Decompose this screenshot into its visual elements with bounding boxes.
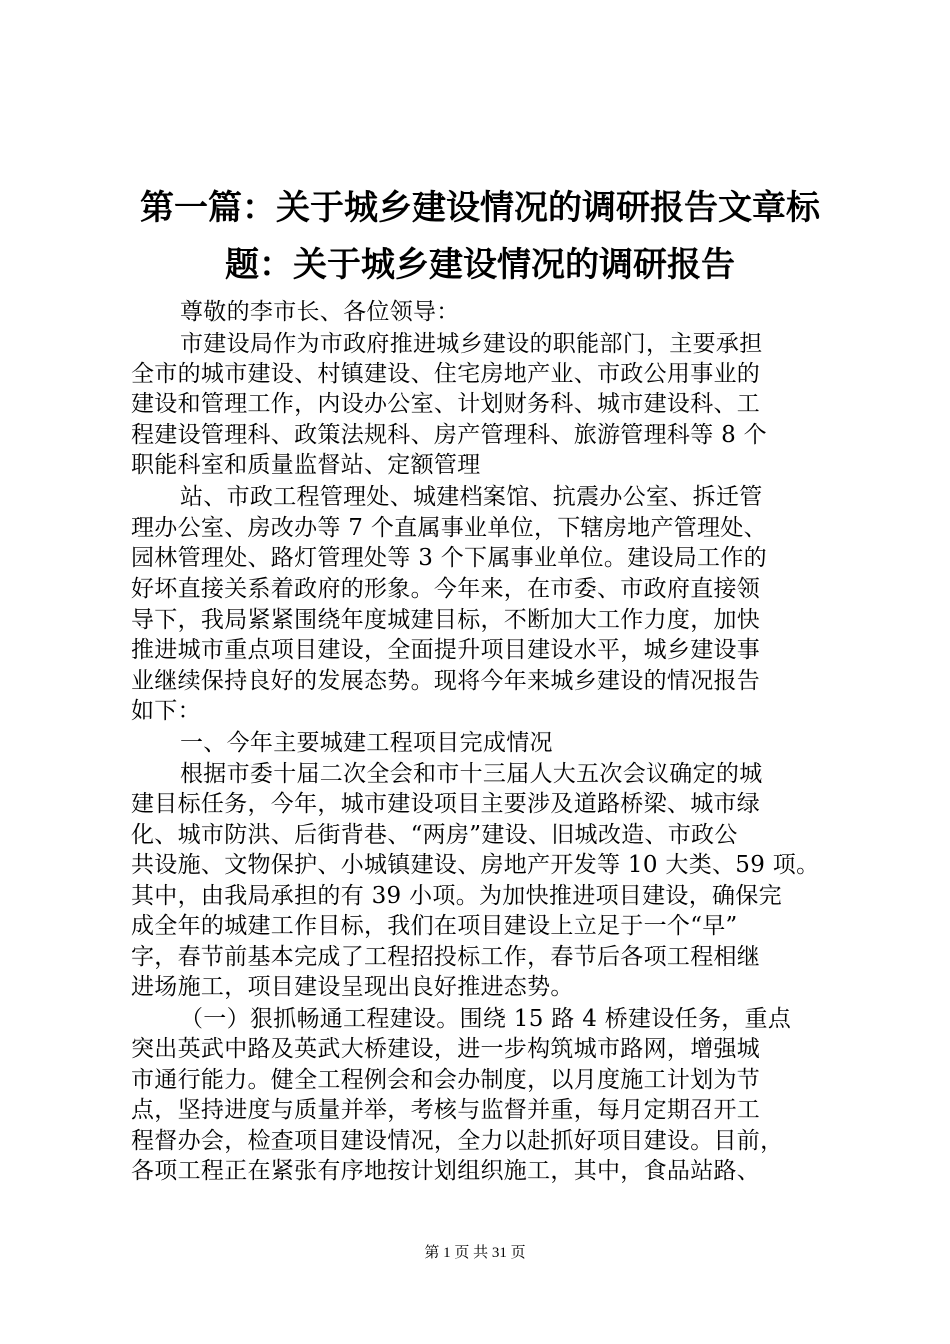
body-line: 如下： [131,698,201,724]
body-line: 好坏直接关系着政府的形象。今年来，在市委、市政府直接领 [131,576,761,602]
body-line: 其中，由我局承担的有 39 小项。为加快推进项目建设，确保完 [131,883,782,909]
body-line: 职能科室和质量监督站、定额管理 [131,452,481,478]
body-line: 园林管理处、路灯管理处等 3 个下属事业单位。建设局工作的 [131,545,767,571]
body-line: 全市的城市建设、村镇建设、住宅房地产业、市政公用事业的 [131,361,761,387]
body-line: 程建设管理科、政策法规科、房产管理科、旅游管理科等 8 个 [131,422,767,448]
body-line: 业继续保持良好的发展态势。现将今年来城乡建设的情况报告 [131,668,761,694]
body-line: 化、城市防洪、后街背巷、“两房”建设、旧城改造、市政公 [131,822,738,848]
body-line: 进场施工，项目建设呈现出良好推进态势。 [131,974,574,1000]
body-line: 建目标任务，今年，城市建设项目主要涉及道路桥梁、城市绿 [131,791,761,817]
body-line: 推进城市重点项目建设，全面提升项目建设水平，城乡建设事 [131,637,761,663]
section-heading: 一、今年主要城建工程项目完成情况 [180,730,553,756]
body-line: 字，春节前基本完成了工程招投标工作，春节后各项工程相继 [131,944,761,970]
body-line: 各项工程正在紧张有序地按计划组织施工，其中，食品站路、 [131,1158,761,1184]
body-line: 市建设局作为市政府推进城乡建设的职能部门，主要承担 [180,331,763,357]
body-line: 市通行能力。健全工程例会和会办制度，以月度施工计划为节 [131,1067,761,1093]
body-line: 导下，我局紧紧围绕年度城建目标，不断加大工作力度，加快 [131,607,761,633]
body-line: 程督办会，检查项目建设情况，全力以赴抓好项目建设。目前， [131,1128,784,1154]
document-title-line-2: 题：关于城乡建设情况的调研报告 [225,245,735,285]
page-number-footer: 第 1 页 共 31 页 [424,1245,526,1261]
body-line: 共设施、文物保护、小城镇建设、房地产开发等 10 大类、59 项。 [131,852,820,878]
document-title-line-1: 第一篇：关于城乡建设情况的调研报告文章标 [140,188,820,228]
body-line: 成全年的城建工作目标，我们在项目建设上立足于一个“早” [131,913,738,939]
salutation: 尊敬的李市长、各位领导： [180,299,460,325]
body-line: 理办公室、房改办等 7 个直属事业单位，下辖房地产管理处、 [131,515,767,541]
subsection-heading: （一）狠抓畅通工程建设。围绕 15 路 4 桥建设任务，重点 [180,1006,792,1032]
body-line: 点，坚持进度与质量并举，考核与监督并重，每月定期召开工 [131,1097,761,1123]
body-line: 建设和管理工作，内设办公室、计划财务科、城市建设科、工 [131,391,761,417]
body-line: 突出英武中路及英武大桥建设，进一步构筑城市路网，增强城 [131,1036,761,1062]
body-line: 根据市委十届二次全会和市十三届人大五次会议确定的城 [180,761,763,787]
body-line: 站、市政工程管理处、城建档案馆、抗震办公室、拆迁管 [180,484,763,510]
